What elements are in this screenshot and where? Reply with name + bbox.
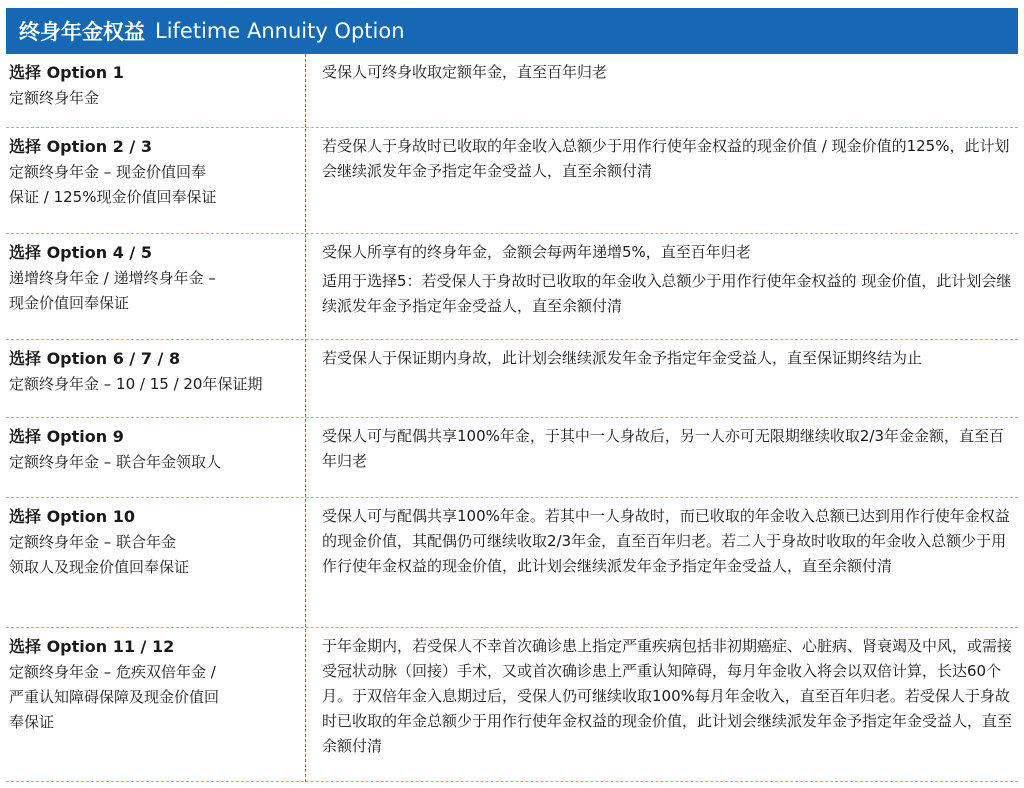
row-divider: [6, 781, 1018, 782]
option-description-cell: [322, 240, 1014, 319]
option-description: 受保人可与配偶共享100%年金。若其中一人身故时，而已收取的年金收入总额已达到用作行使年金权益的现金价值，其配偶仍可继续收取2/3年金，直至百年归老。若二人于身故时收取的年金收入总额少于用作行使年金权益的现金价值，此计划会继续派发年金予指定年金受益人，直至余额付清: [322, 507, 1010, 575]
option-description: 受保人可与配偶共享100%年金，于其中一人身故后，另一人亦可无限期继续收取2/3年金金额，直至百年归老: [322, 427, 1005, 470]
option-title: 选择 Option 1: [9, 63, 124, 82]
option-description-cell: [322, 504, 1014, 579]
option-subtitle: 递增终身年金 / 递增终身年金 –: [9, 269, 216, 287]
option-label-cell: [9, 60, 304, 111]
option-subtitle: 定额终身年金: [9, 89, 100, 107]
option-subtitle: 定额终身年金 – 现金价值回奉: [9, 163, 207, 181]
option-label-cell: [9, 134, 304, 210]
option-description-cell: [322, 424, 1014, 474]
option-description: 受保人所享有的终身年金，金额会每两年递增5%，直至百年归老: [322, 243, 751, 261]
option-subtitle: 保证 / 125%现金价值回奉保证: [9, 188, 217, 206]
option-description: 若受保人于保证期内身故，此计划会继续派发年金予指定年金受益人，直至保证期终结为止: [322, 349, 923, 367]
option-row-11-12: [6, 628, 1018, 782]
option-description-note: 适用于选择5：若受保人于身故时已收取的年金收入总额少于用作行使年金权益的 现金价值，此计划会继续派发年金予指定年金受益人，直至余额付清: [322, 272, 1012, 315]
option-title: 选择 Option 4 / 5: [9, 243, 152, 262]
option-row-9: [6, 418, 1018, 498]
option-description-cell: [322, 346, 1014, 371]
option-description: 受保人可终身收取定额年金，直至百年归老: [322, 63, 608, 81]
option-title: 选择 Option 10: [9, 507, 135, 526]
option-row-2-3: [6, 128, 1018, 234]
option-title: 选择 Option 11 / 12: [9, 637, 175, 656]
option-description-cell: [322, 60, 1014, 85]
option-subtitle: 领取人及现金价值回奉保证: [9, 558, 190, 576]
option-label-cell: [9, 346, 304, 397]
option-row-1: [6, 54, 1018, 128]
option-description: 若受保人于身故时已收取的年金收入总额少于用作行使年金权益的现金价值 / 现金价值的125%，此计划会继续派发年金予指定年金受益人，直至余额付清: [322, 137, 1010, 180]
option-subtitle: 奉保证: [9, 713, 55, 731]
header-title-en: Lifetime Annuity Option: [155, 19, 405, 43]
option-title: 选择 Option 2 / 3: [9, 137, 152, 156]
option-description-cell: [322, 134, 1014, 184]
option-title: 选择 Option 9: [9, 427, 124, 446]
option-description: 于年金期内，若受保人不幸首次确诊患上指定严重疾病包括非初期癌症、心脏病、肾衰竭及中风，或需接受冠状动脉（回接）手术，又或首次确诊患上严重认知障碍，每月年金收入将会以双倍计算，长达60个月。于双倍年金入息期过后，受保人仍可继续收取100%每月年金收入，直至百年归老。若受保人于身故时已收取的年金总额少于用作行使年金权益的现金价值，此计划会继续派发年金予指定年金受益人，直至余额付清: [322, 637, 1013, 755]
option-subtitle: 现金价值回奉保证: [9, 294, 130, 312]
option-row-4-5: [6, 234, 1018, 340]
option-label-cell: [9, 424, 304, 475]
option-row-6-7-8: [6, 340, 1018, 418]
table-header: [6, 8, 1018, 54]
header-title-cn: 终身年金权益: [19, 20, 145, 44]
option-label-cell: [9, 634, 304, 735]
option-label-cell: [9, 504, 304, 580]
option-subtitle: 定额终身年金 – 危疾双倍年金 /: [9, 663, 216, 681]
option-title: 选择 Option 6 / 7 / 8: [9, 349, 181, 368]
option-subtitle: 定额终身年金 – 联合年金领取人: [9, 453, 222, 471]
option-subtitle: 定额终身年金 – 联合年金: [9, 533, 177, 551]
option-row-10: [6, 498, 1018, 628]
option-subtitle: 严重认知障碍保障及现金价值回: [9, 688, 220, 706]
option-description-cell: [322, 634, 1014, 759]
option-label-cell: [9, 240, 304, 316]
option-subtitle: 定额终身年金 – 10 / 15 / 20年保证期: [9, 375, 263, 393]
